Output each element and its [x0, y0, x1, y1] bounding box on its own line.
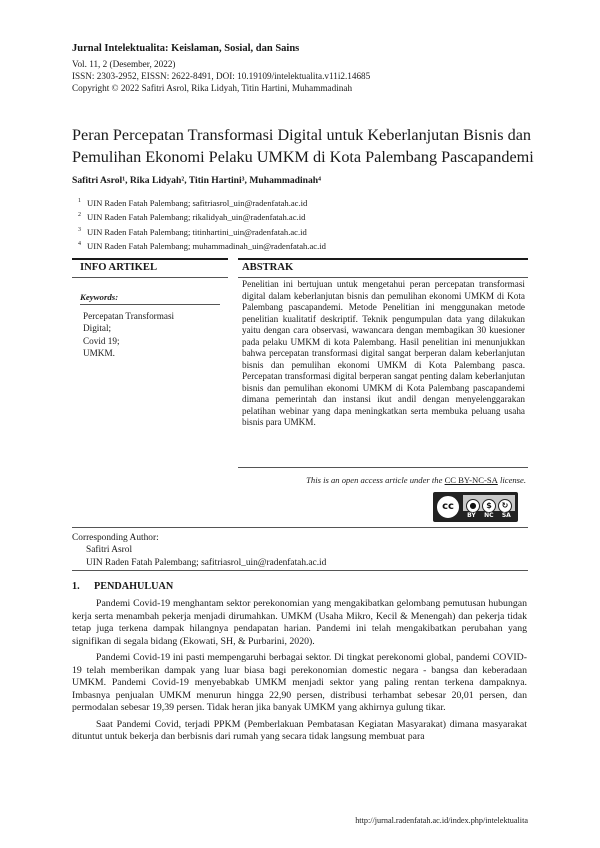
license-link[interactable]: CC BY-NC-SA [444, 475, 498, 485]
abstract-head-rule [238, 277, 528, 278]
paragraph: Saat Pandemi Covid, terjadi PPKM (Pemberlakuan Pembatasan Kegiatan Masyarakat) dimana masyarakat dituntut untuk bekerja dan berbisnis dari rumah yang secara tidak langsung membuat para [72, 718, 527, 742]
affiliation-item: $^1$ UIN Raden Fatah Palembang; safitriasrol_uin@radenfatah.ac.id [78, 197, 308, 208]
corresponding-rule [72, 527, 528, 528]
issn-doi: ISSN: 2303-2952, EISSN: 2622-8491, DOI: 10.19109/intelektualita.v11i2.14685 [72, 71, 371, 81]
person-icon: ● [466, 499, 480, 513]
affiliation-item: $^2$ UIN Raden Fatah Palembang; rikalidyah_uin@radenfatah.ac.id [78, 212, 306, 223]
copyright-line: Copyright © 2022 Safitri Asrol, Rika Lidyah, Titin Hartini, Muhammadinah [72, 83, 353, 93]
section-heading [72, 581, 173, 592]
journal-name: Jurnal Intelektualita: Keislaman, Sosial, dan Sains [72, 43, 300, 54]
section-number: 1. [72, 581, 80, 592]
volume-info: Vol. 11, 2 (Desember, 2022) [72, 59, 176, 69]
license-statement: This is an open access article under the CC BY-NC-SA license. [306, 475, 526, 485]
body-text [72, 598, 527, 748]
abstract-bottom-rule [238, 467, 528, 468]
corresponding-affiliation: UIN Raden Fatah Palembang; safitriasrol_uin@radenfatah.ac.id [86, 557, 327, 568]
corresponding-author [72, 532, 326, 569]
info-artikel-heading: INFO ARTIKEL [80, 262, 158, 273]
keyword-list [83, 310, 174, 359]
paragraph: Pandemi Covid-19 menghantam sektor perekonomian yang mengakibatkan gelombang pemutusan hubungan kerja serta menambah pekerja menjadi dirumahkan. UMKM (Usaha Mikro, Kecil & Menengah) dan pekerja tidak tetap juga terkena dampak hilangnya pendapatan harian. Pandemi ini telah mengakibatkan perubahan yang signifikan di segala bidang (Ekowati, SH, & Purbarini, 2020). [72, 598, 527, 647]
corresponding-bottom-rule [72, 570, 528, 571]
section-title: PENDAHULUAN [94, 581, 174, 592]
keywords-rule [80, 304, 220, 305]
abstract-text: Penelitian ini bertujuan untuk mengetahui peran percepatan transformasi digital dalam keberlanjutan bisnis dan pemulihan ekonomi UMKM di Kota Palembang pascapandemi. Metode Penelitian ini menggunakan metode penelitian kualitatif deskriptif. Teknik pengumpulan data yang dilakukan yaitu dengan cara observasi, wawancara dengan membagikan 30 kuesioner pada pelaku UMKM di kota Palembang. Hasil penelitian ini menunjukkan bahwa percepatan transformasi digital sangat berperan dalam keberlanjutan bisnis dan pemulihan ekonomi UMKM di Kota Palembang pasca. Percepatan transformasi digital berperan sangat penting dalam keberlanjutan bisnis dan pemulihan ekonomi UMKM di Kota Palembang pascapandemi dimana pemerintah dan instansi ikut andil dengan menyelenggarakan pelatihan webinar yang dapa meningkatkan serta membuka peluang usaha bisnis para UMKM. [242, 279, 525, 427]
paragraph: Pandemi Covid-19 ini pasti mempengaruhi berbagai sektor. Di tingkat perekonomi global, pandemi COVID-19 telah memberikan dampak yang luar biasa bagi perekonomian domestic negara - bangsa dan keberadaan UMKM. Pandemi Covid-19 menyebabkab UMKM menjadi sektor yang paling rentan terkena dampaknya. Imbasnya penjualan UMKM menurun hingga 22,90 persen, distribusi terhambat sebesar 20,01 persen, dan permodalan sebesar 19,39 persen. Tidak heran jika banyak UMKM yang akhirnya gulung tikar. [72, 652, 527, 713]
article-title: Peran Percepatan Transformasi Digital untuk Keberlanjutan Bisnis dan Pemulihan Ekonomi Pelaku UMKM di Kota Palembang Pascapandemi [72, 126, 534, 166]
keyword-item: Percepatan Transformasi [83, 311, 175, 321]
keyword-item: UMKM. [83, 347, 115, 358]
affiliation-item: $^4$ UIN Raden Fatah Palembang; muhammadinah_uin@radenfatah.ac.id [78, 240, 326, 251]
footer-url[interactable]: http://jurnal.radenfatah.ac.id/index.php/intelektualita [355, 816, 528, 825]
info-top-rule [72, 258, 228, 260]
corresponding-label: Corresponding Author: [72, 533, 159, 543]
cc-license-badge[interactable] [433, 492, 518, 522]
keyword-item: Digital; [83, 323, 112, 334]
keywords-label: Keywords: [80, 292, 119, 302]
share-alike-icon: ↻ [498, 499, 512, 513]
affiliation-list [78, 195, 326, 252]
corresponding-name: Safitri Asrol [86, 545, 133, 556]
cc-terms: BY NC SA [467, 512, 511, 519]
author-list: Safitri Asrol¹, Rika Lidyah², Titin Hartini³, Muhammadinah⁴ [72, 175, 322, 186]
info-head-rule [72, 277, 228, 278]
no-dollar-icon: $ [482, 499, 496, 513]
abstrak-heading: ABSTRAK [242, 262, 294, 273]
cc-icon-strip [463, 495, 515, 511]
keyword-item: Covid 19; [83, 335, 120, 346]
affiliation-item: $^3$ UIN Raden Fatah Palembang; titinhartini_uin@radenfatah.ac.id [78, 226, 307, 237]
abstract-top-rule [238, 258, 528, 260]
cc-logo-icon: cc [436, 495, 460, 519]
